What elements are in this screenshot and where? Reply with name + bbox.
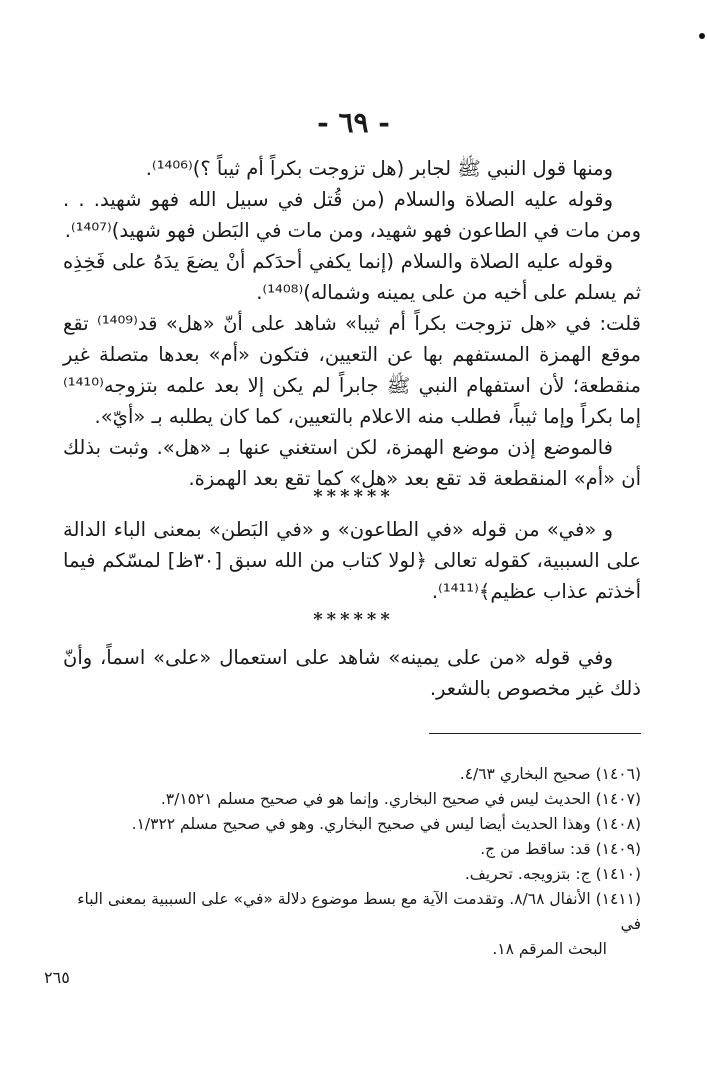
- separator-stars: ******: [313, 609, 394, 630]
- separator-stars: ******: [313, 486, 394, 507]
- paragraph: وفي قوله «من على يمينه» شاهد على استعمال «على» اسماً، وأنّ ذلك غير مخصوص بالشعر.: [63, 646, 641, 700]
- section-page-number: - ٦٩ -: [317, 106, 390, 139]
- footnote: (١٤٠٧) الحديث ليس في صحيح البخاري. وإنما هو في صحيح مسلم ٣/١٥٢١.: [160, 790, 641, 808]
- book-page-number: ٢٦٥: [44, 968, 70, 987]
- footnote: (١٤٠٨) وهذا الحديث أيضا ليس في صحيح البخاري. وهو في صحيح مسلم ١/٣٢٢.: [131, 815, 641, 833]
- main-text-top: [63, 153, 641, 494]
- footnote: (١٤٠٩) قد: ساقط من ج.: [480, 840, 641, 858]
- footnote: (١٤٠٦) صحيح البخاري ٤/٦٣.: [459, 765, 641, 783]
- paragraph: ومنها قول النبي ﷺ لجابر (هل تزوجت بكراً أم ثيباً ؟)⁽¹⁴⁰⁶⁾.: [145, 157, 613, 180]
- footnotes: [63, 762, 641, 962]
- footnote: (١٤١٠) ج: بتزويجه. تحريف.: [464, 865, 641, 883]
- paragraph: وقوله عليه الصلاة والسلام (إنما يكفي أحدَكم أنْ يضعَ يدَهُ على فَخِذِه ثم يسلم على أخيه من على يمينه وشماله)⁽¹⁴⁰⁸⁾.: [63, 250, 641, 304]
- footnote-continuation: البحث المرقم ١٨.: [492, 940, 607, 958]
- paragraph: وقوله عليه الصلاة والسلام (من قُتل في سبيل الله فهو شهيد. . . ومن مات في الطاعون فهو شهيد، ومن مات في البَطن فهو شهيد)⁽¹⁴⁰⁷⁾.: [63, 188, 641, 242]
- paragraph: فالموضع إذن موضع الهمزة، لكن استغني عنها بـ «هل». وثبت بذلك أن «أم» المنقطعة قد تقع بعد «هل» كما تقع بعد الهمزة.: [63, 436, 641, 490]
- ink-dot: [699, 33, 705, 39]
- footnote-divider: [429, 733, 641, 734]
- paragraph: قلت: في «هل تزوجت بكراً أم ثيبا» شاهد على أنّ «هل» قد⁽¹⁴⁰⁹⁾ تقع موقع الهمزة المستفهم بها عن التعيين، فتكون «أم» بعدها متصلة غير منقطعة؛ لأن استفهام النبي ﷺ جابراً لم يكن إلا بعد علمه بتزوجه⁽¹⁴¹⁰⁾ إما بكراً وإما ثيباً، فطلب منه الاعلام بالتعيين، كما كان يطلبه بـ «أيّ».: [63, 312, 641, 428]
- main-text-bottom: [63, 642, 641, 704]
- main-text-middle: [63, 514, 641, 607]
- paragraph: و «في» من قوله «في الطاعون» و «في البَطن» بمعنى الباء الدالة على السببية، كقوله تعالى ﴿لولا كتاب من الله سبق [٣٠ظ] لمسّكم فيما أخذتم عذاب عظيم﴾⁽¹⁴¹¹⁾.: [63, 518, 641, 603]
- footnote: (١٤١١) الأنفال ٨/٦٨. وتقدمت الآية مع بسط موضوع دلالة «في» على السببية بمعنى الباء في: [77, 890, 641, 933]
